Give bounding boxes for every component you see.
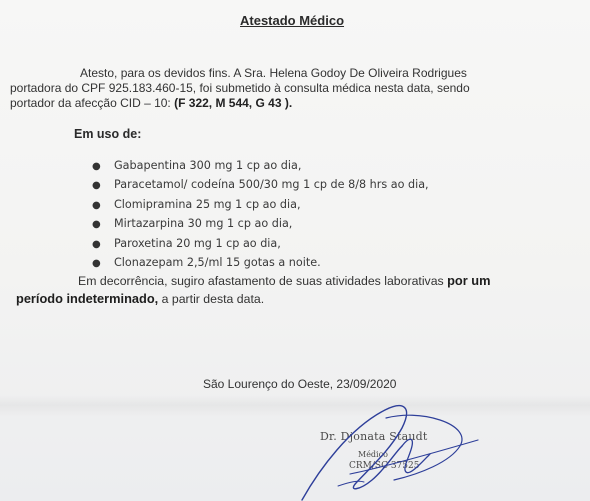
recommendation-line-2 bbox=[16, 290, 588, 308]
signature-icon bbox=[290, 388, 510, 501]
medications-heading: Em uso de: bbox=[74, 127, 142, 141]
medications-list bbox=[92, 156, 429, 272]
bullet-icon: ● bbox=[92, 199, 101, 211]
intro-paragraph bbox=[10, 66, 582, 111]
list-item bbox=[92, 234, 429, 253]
list-item bbox=[92, 214, 429, 233]
stamp-doctor-name: Dr. Djonata Staudt bbox=[320, 430, 428, 443]
medication-text: Paroxetina 20 mg 1 cp ao dia, bbox=[114, 236, 281, 250]
medication-text: Clomipramina 25 mg 1 cp ao dia, bbox=[114, 197, 301, 211]
intro-line-1: Atesto, para os devidos fins. A Sra. Helena Godoy De Oliveira Rodrigues bbox=[80, 66, 467, 80]
place-and-date: São Lourenço do Oeste, 23/09/2020 bbox=[203, 377, 397, 391]
document-title: Atestado Médico bbox=[240, 13, 345, 28]
medication-text: Mirtazarpina 30 mg 1 cp ao dia, bbox=[114, 217, 293, 231]
intro-line-3-text: portador da afecção CID – 10: bbox=[10, 96, 175, 110]
medication-text: Gabapentina 300 mg 1 cp ao dia, bbox=[114, 159, 302, 172]
bullet-icon: ● bbox=[92, 180, 101, 192]
bullet-icon: ● bbox=[92, 238, 101, 250]
list-item bbox=[92, 253, 429, 272]
stamp-role: Médico bbox=[358, 450, 388, 459]
intro-line-2: portadora do CPF 925.183.460-15, foi submetido à consulta médica nesta data, sendo bbox=[10, 81, 470, 95]
list-item bbox=[92, 175, 429, 194]
list-item bbox=[92, 195, 429, 214]
paper-fold-shadow bbox=[0, 395, 590, 417]
cid-codes: (F 322, M 544, G 43 ). bbox=[174, 96, 293, 110]
recommendation-line-1 bbox=[16, 272, 588, 290]
bullet-icon: ● bbox=[92, 161, 101, 172]
recommendation-text-1: Em decorrência, sugiro afastamento de suas atividades laborativas bbox=[78, 274, 448, 288]
list-item bbox=[92, 156, 429, 175]
medication-text: Paracetamol/ codeína 500/30 mg 1 cp de 8/8 hrs ao dia, bbox=[114, 178, 429, 192]
intro-line-3 bbox=[10, 96, 582, 111]
recommendation-bold-2: período indeterminado, bbox=[16, 291, 159, 306]
bullet-icon: ● bbox=[92, 219, 101, 231]
stamp-crm: CRM/SC 37525 bbox=[349, 461, 420, 471]
medication-text: Clonazepam 2,5/ml 15 gotas a noite. bbox=[114, 255, 321, 269]
recommendation-text-2: a partir desta data. bbox=[158, 292, 265, 306]
bullet-icon: ● bbox=[92, 257, 101, 269]
recommendation-bold-1: por um bbox=[447, 273, 491, 288]
recommendation-paragraph bbox=[16, 272, 588, 308]
